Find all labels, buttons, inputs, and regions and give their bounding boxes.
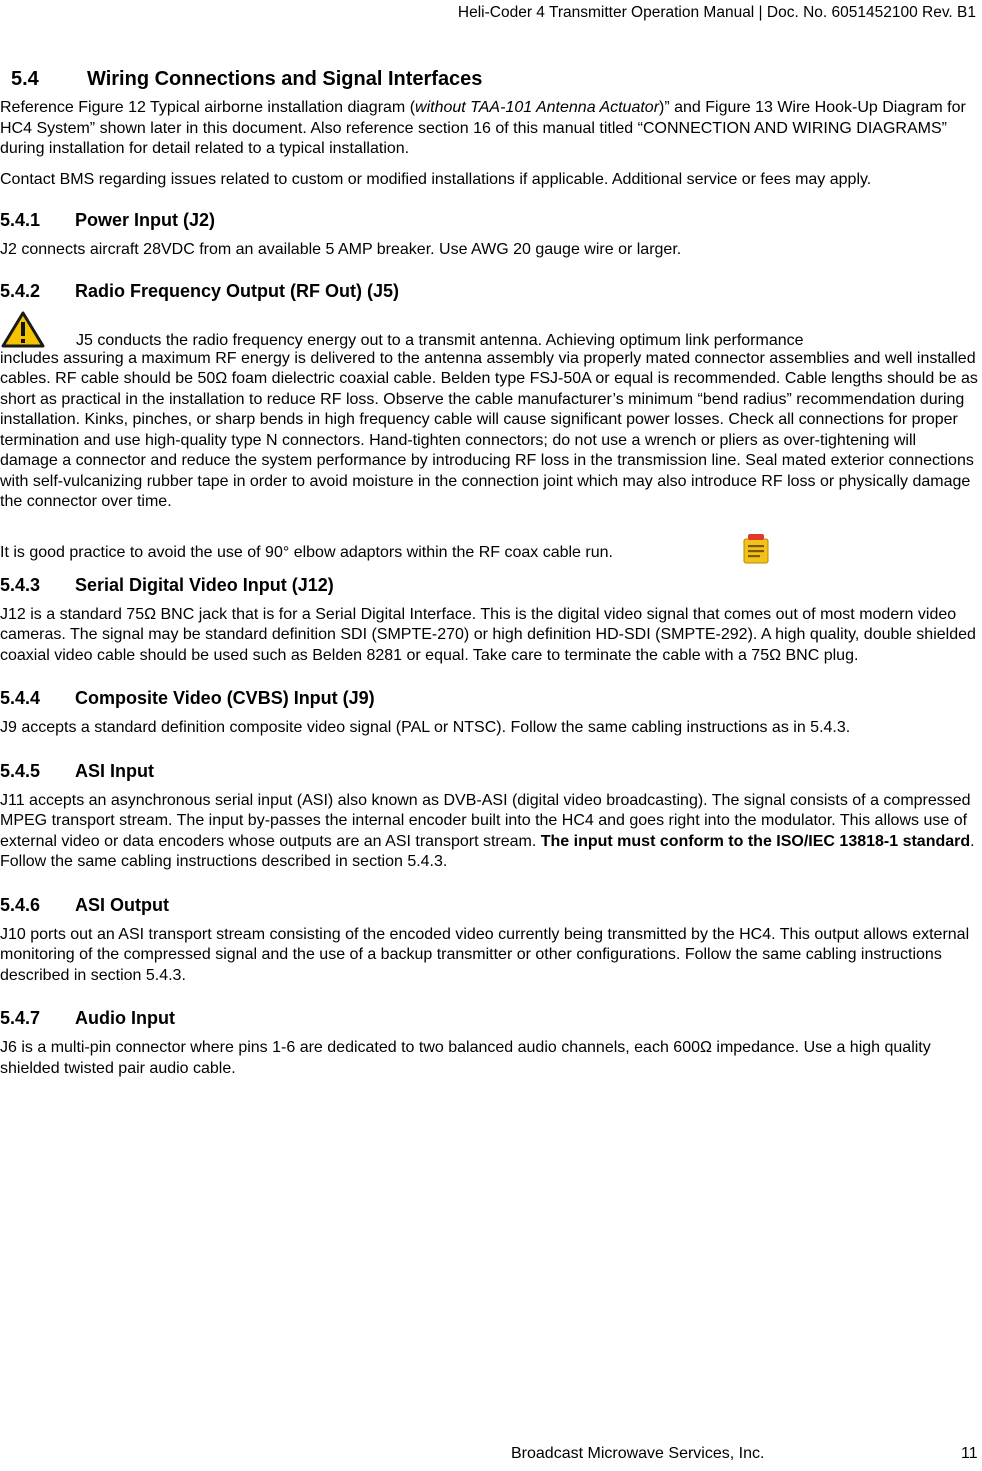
p545-text-a: J11 accepts an asynchronous serial input (ASI) also known as DVB-ASI (digital video broadcasting). The signal consists of a compressed MPEG transport stream. The input by-passes the internal encoder built into the HC4 and goes right into the modulator. This allows use of external video or data encoders whose outputs are an ASI transport stream. [0,791,971,850]
paragraph-546: J10 ports out an ASI transport stream consisting of the encoded video currently being transmitted by the HC4. This output allows external monitoring of the compressed signal and the use of a backup transmitter or other configurations. Follow the same cabling instructions described in section 5.4.3. [0,925,970,984]
p545-text-b: . Follow the same cabling instructions described in section 5.4.3. [0,832,975,870]
subsection-title: Audio Input [75,1008,175,1028]
subsection-title: Power Input (J2) [75,210,216,230]
paragraph-544: J9 accepts a standard definition composite video signal (PAL or NTSC). Follow the same cabling instructions as in 5.4.3. [0,719,851,736]
subsection-title: ASI Input [75,760,154,781]
subsection-number: 5.4.4 [0,688,41,708]
subsection-heading-546 [0,893,978,917]
section-paragraph-2: Contact BMS regarding issues related to custom or modified installations if applicable. Additional service or fees may apply. [0,170,872,188]
p545-bold: The input must conform to the ISO/IEC 13818-1 standard [540,832,971,850]
page-content [0,66,978,1079]
section-title: Wiring Connections and Signal Interfaces [87,68,483,90]
subsection-number: 5.4.1 [0,210,41,230]
subsection-number: 5.4.3 [0,574,41,595]
paragraph-541: J2 connects aircraft 28VDC from an available 5 AMP breaker. Use AWG 20 gauge wire or larger. [0,241,682,258]
footer-company: Broadcast Microwave Services, Inc. [511,1445,765,1462]
paragraph-543: J12 is a standard 75Ω BNC jack that is for a Serial Digital Interface. This is the digital video signal that comes out of most modern video cameras. The signal may be standard definition SDI (SMPTE-270) or high definition HD-SDI (SMPTE-292). A high quality, double shielded coaxial video cable should be used such as Belden 8281 or equal. Take care to terminate the cable with a 75Ω BNC plug. [0,605,976,664]
subsection-number: 5.4.2 [0,280,41,301]
page-number: 11 [961,1445,978,1462]
warning-first-line: J5 conducts the radio frequency energy out to a transmit antenna. Achieving optimum link performance [76,331,804,349]
subsection-heading-543 [0,573,978,597]
section-paragraph-1 [0,98,978,160]
subsection-heading-545 [0,759,978,783]
warning-block [0,311,978,349]
paragraph-545 [0,791,978,873]
running-header: Heli-Coder 4 Transmitter Operation Manual | Doc. No. 6051452100 Rev. B1 [457,4,976,21]
subsection-title: Radio Frequency Output (RF Out) (J5) [75,280,399,301]
subsection-heading-542 [0,279,978,303]
subsection-title: Composite Video (CVBS) Input (J9) [75,688,375,708]
p1-italic: without TAA-101 Antenna Actuator [415,99,660,116]
note-block [0,537,978,563]
subsection-number: 5.4.7 [0,1008,41,1028]
subsection-heading-541 [0,208,978,232]
subsection-heading-544 [0,686,978,710]
paragraph-547: J6 is a multi-pin connector where pins 1-6 are dedicated to two balanced audio channels, each 600Ω impedance. Use a high quality shielded twisted pair audio cable. [0,1039,931,1077]
subsection-title: Serial Digital Video Input (J12) [75,574,334,595]
subsection-number: 5.4.6 [0,894,41,915]
section-number: 5.4 [11,68,39,90]
section-heading [11,66,978,92]
subsection-heading-547 [0,1006,978,1030]
paragraph-542: includes assuring a maximum RF energy is delivered to the antenna assembly via properly mated connector assemblies and well installed cables. RF cable should be 50Ω foam dielectric coaxial cable. Belden type FSJ-50A or equal is recommended. Cable lengths should be as short as practical in the installation to reduce RF loss. Observe the cable manufacturer’s minimum “bend radius” recommendation during installation. Kinks, pinches, or sharp bends in high frequency cable will cause significant power losses. Check all connections for proper termination and use high-quality type N connectors. Hand-tighten connectors; do not use a wrench or pliers as over-tightening will damage a connector and reduce the system performance by introducing RF loss in the transmission line. Seal mated exterior connections with self-vulcanizing rubber tape in order to avoid moisture in the connection joint which may also introduce RF loss or physically damage the connector over time. [0,349,978,510]
p1-text-a: Reference Figure 12 Typical airborne installation diagram ( [0,99,416,116]
subsection-title: ASI Output [75,894,169,915]
subsection-number: 5.4.5 [0,760,41,781]
p1-text-b: )” and Figure 13 Wire Hook-Up Diagram for HC4 System” shown later in this document. Also reference section 16 of this manual titled “CONNECTION AND WIRING DIAGRAMS” during installation for detail related to a typical installation. [0,99,966,157]
warning-triangle-icon [1,311,45,349]
note-pad-icon [740,531,772,565]
note-text: It is good practice to avoid the use of 90° elbow adaptors within the RF coax cable run. [0,543,613,561]
